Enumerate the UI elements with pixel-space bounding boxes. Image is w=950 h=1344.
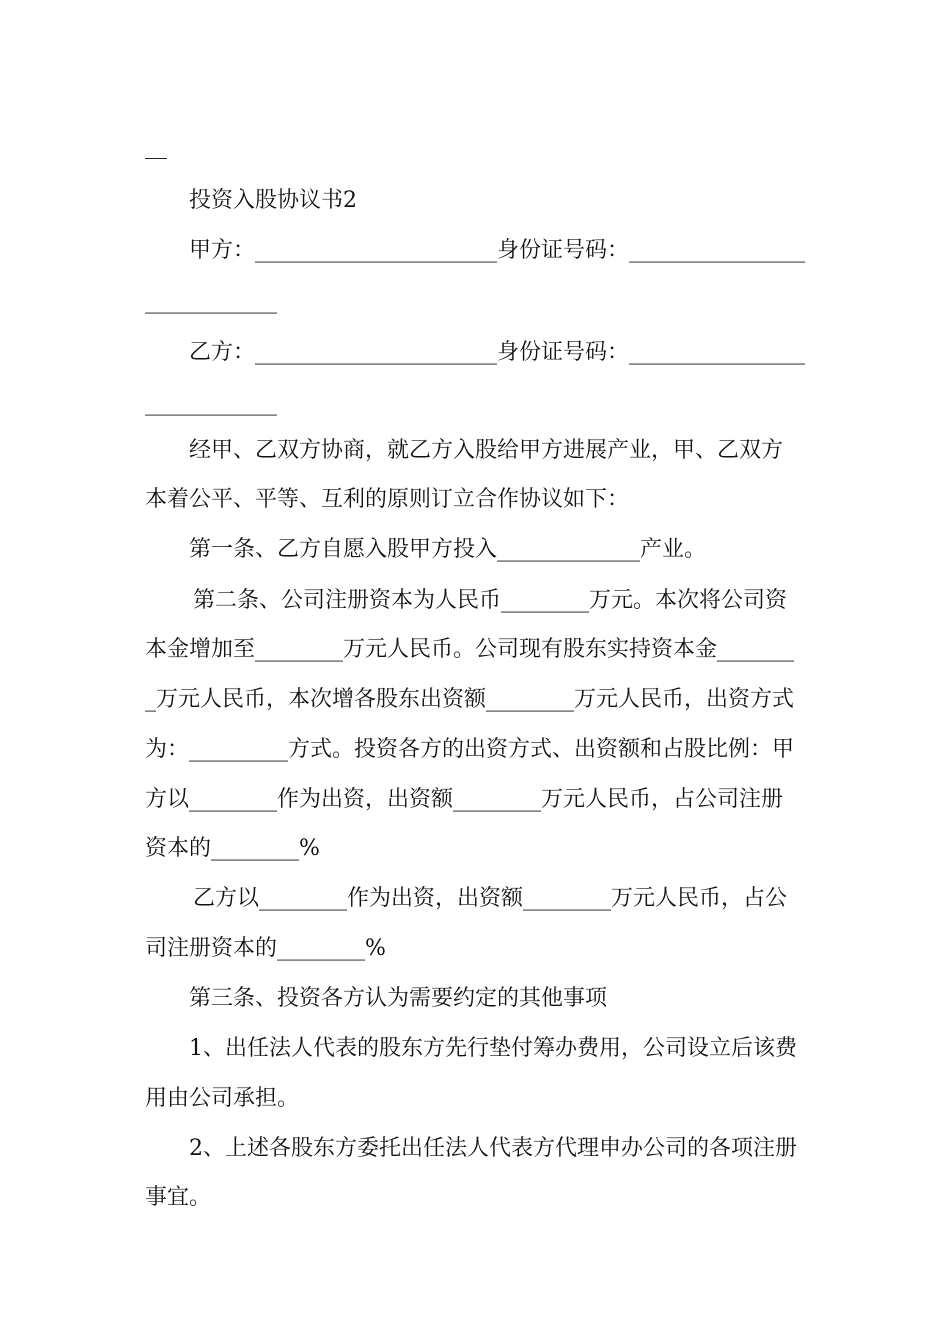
document-title: 投资入股协议书2 bbox=[189, 188, 357, 213]
party-b-line-continued: ____________ bbox=[145, 391, 277, 416]
party-a-line: 甲方：______________________身份证号码：________________ bbox=[189, 238, 806, 263]
article-1: 第一条、乙方自愿入股甲方投入_____________产业。 bbox=[189, 537, 707, 562]
paragraph-intro-line-1: 经甲、乙双方协商，就乙方入股给甲方进展产业，甲、乙双方 bbox=[189, 438, 784, 463]
article-2-line-5: 方以________作为出资，出资额________万元人民币，占公司注册 bbox=[145, 787, 784, 812]
item-2-line-1: 2、上述各股东方委托出任法人代表方代理申办公司的各项注册 bbox=[189, 1136, 797, 1161]
party-b-contribution-line-1: 乙方以________作为出资，出资额________万元人民币，占公 bbox=[193, 886, 788, 911]
article-2-line-3: _万元人民币，本次增各股东出资额________万元人民币，出资方式 bbox=[145, 687, 795, 712]
party-a-line-continued: ____________ bbox=[145, 289, 277, 314]
article-2-line-1: 第二条、公司注册资本为人民币________万元。本次将公司资 bbox=[193, 588, 788, 613]
paragraph-intro-line-2: 本着公平、平等、互利的原则订立合作协议如下： bbox=[145, 487, 630, 512]
party-b-line: 乙方：______________________身份证号码：________________ bbox=[189, 340, 806, 365]
article-2-line-4: 为：_________方式。投资各方的出资方式、出资额和占股比例：甲 bbox=[145, 737, 795, 762]
leading-dash bbox=[145, 158, 167, 159]
item-1-line-1: 1、出任法人代表的股东方先行垫付筹办费用，公司设立后该费 bbox=[189, 1036, 797, 1061]
item-2-line-2: 事宜。 bbox=[145, 1185, 212, 1210]
article-2-line-2: 本金增加至________万元人民币。公司现有股东实持资本金_______ bbox=[145, 637, 795, 662]
item-1-line-2: 用由公司承担。 bbox=[145, 1086, 300, 1111]
article-2-line-6: 资本的________% bbox=[145, 836, 320, 861]
article-3: 第三条、投资各方认为需要约定的其他事项 bbox=[189, 986, 608, 1011]
party-b-contribution-line-2: 司注册资本的________% bbox=[145, 936, 386, 961]
